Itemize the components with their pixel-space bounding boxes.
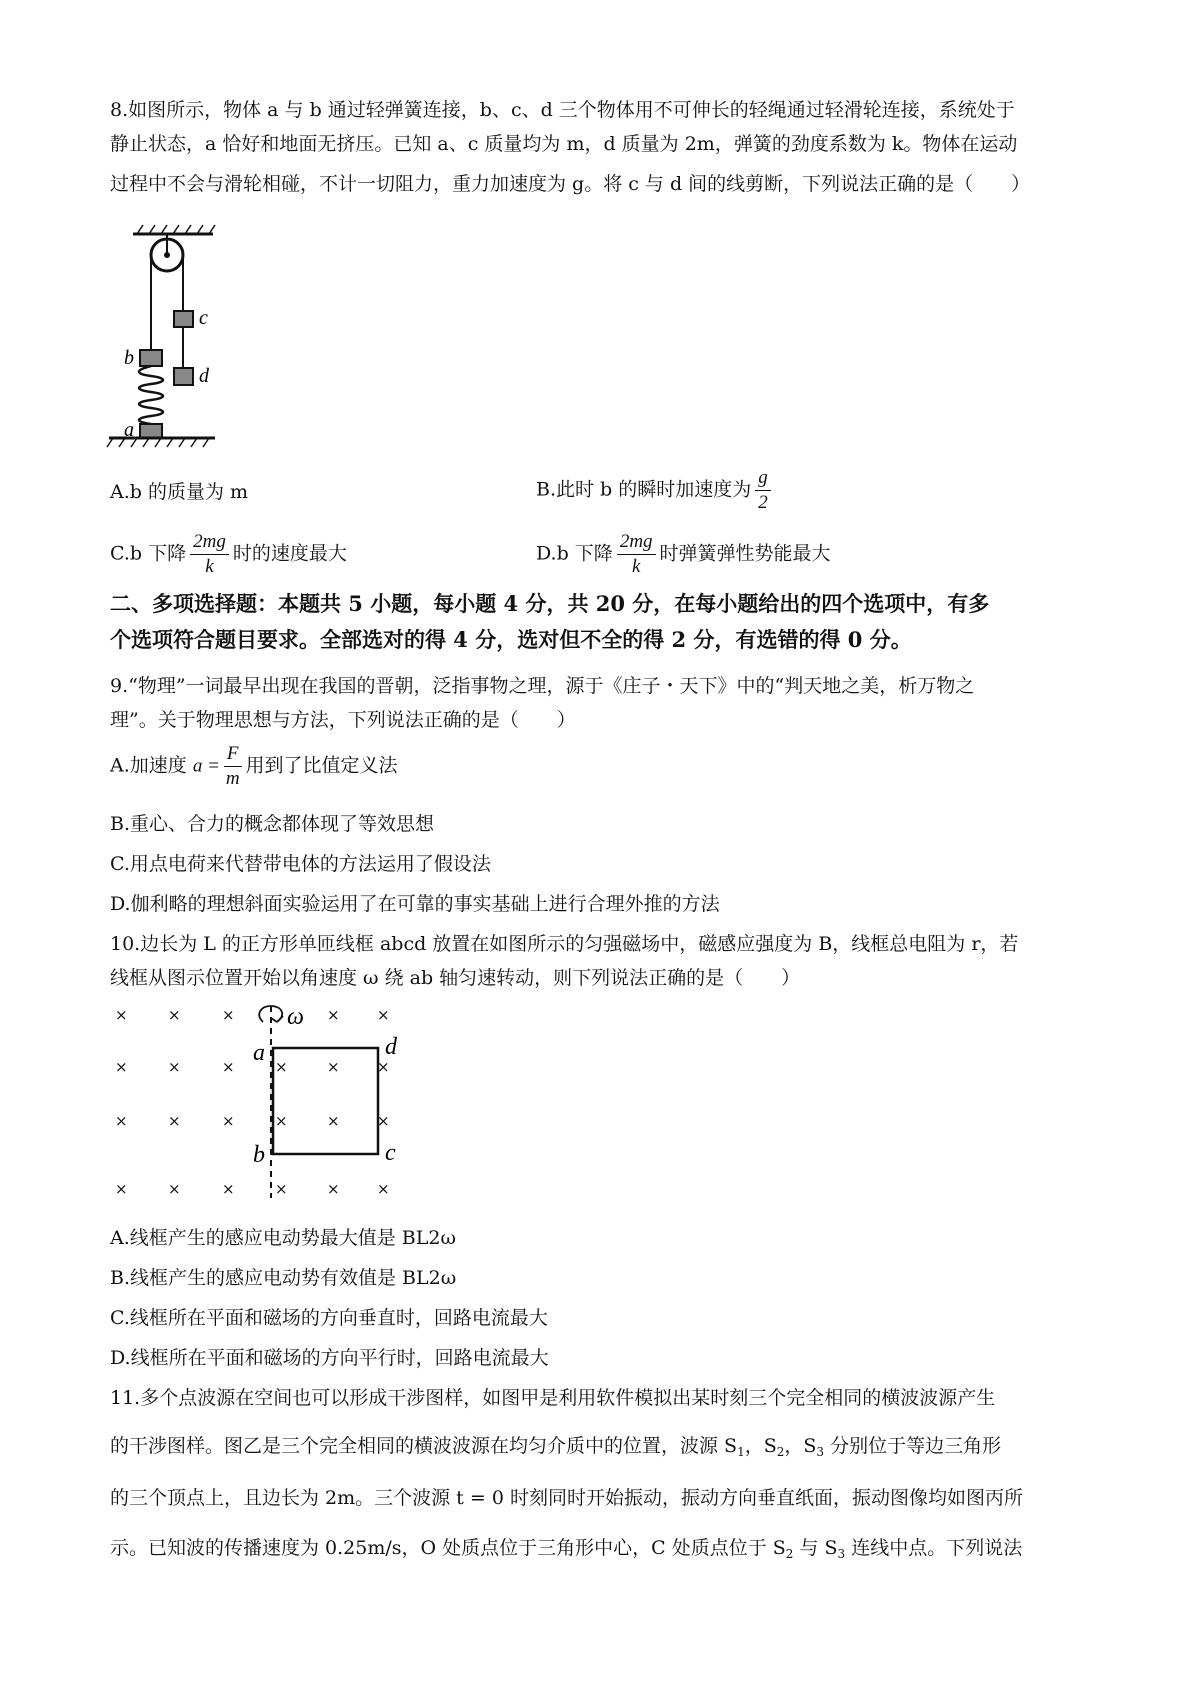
- q8-option-b-text: B.此时 b 的瞬时加速度为: [536, 478, 752, 501]
- q8-option-c-text: C.b 下降: [110, 542, 187, 565]
- cross-mark: ×: [168, 1006, 181, 1024]
- q10-label-b: b: [253, 1142, 265, 1168]
- q8-label-c: c: [199, 307, 208, 329]
- q10-label-a: a: [253, 1040, 265, 1066]
- q9-option-a-fraction: $\frac{F}{m}$: [225, 743, 240, 789]
- cross-mark: ×: [115, 1180, 128, 1198]
- q8-stem-line-3: 过程中不会与滑轮相碰，不计一切阻力，重力加速度为 g。将 c 与 d 间的线剪断，下列说法正确的是（ ）: [110, 173, 1031, 195]
- q8-option-b: [536, 466, 775, 515]
- q10-label-c: c: [385, 1140, 396, 1166]
- cross-mark: ×: [222, 1180, 235, 1198]
- q8-stem-line-2: 静止状态，a 恰好和地面无挤压。已知 a、c 质量均为 m，d 质量为 2m，弹簧的劲度系数为 k。物体在运动: [110, 133, 1018, 155]
- cross-mark: ×: [327, 1180, 340, 1198]
- q11-stem-line-1: 11.多个点波源在空间也可以形成干涉图样，如图甲是利用软件模拟出某时刻三个完全相同的横波波源产生: [110, 1387, 996, 1409]
- q8-label-d: d: [199, 365, 209, 387]
- cross-mark: ×: [327, 1058, 340, 1076]
- q9-option-d: D.伽利略的理想斜面实验运用了在可靠的事实基础上进行合理外推的方法: [110, 893, 720, 915]
- cross-mark: ×: [115, 1112, 128, 1130]
- q9-stem-line-2: 理”。关于物理思想与方法，下列说法正确的是（ ）: [110, 709, 576, 731]
- q10-magnetic-field-figure: [105, 998, 425, 1208]
- q10-option-b: B.线框产生的感应电动势有效值是 BL2ω: [110, 1267, 457, 1289]
- q10-field-crosses: [115, 1006, 390, 1198]
- cross-mark: ×: [168, 1112, 181, 1130]
- cross-mark: ×: [377, 1180, 390, 1198]
- q10-option-d: D.线框所在平面和磁场的方向平行时，回路电流最大: [110, 1347, 549, 1369]
- q8-option-d: D.b 下降 $\frac{2mg}{k}$ 时弹簧弹性势能最大: [536, 531, 831, 577]
- cross-mark: ×: [222, 1006, 235, 1024]
- q10-stem-line-2: 线框从图示位置开始以角速度 ω 绕 ab 轴匀速转动，则下列说法正确的是（ ）: [110, 967, 801, 989]
- q8-option-c-fraction: $\frac{2mg}{k}$: [190, 530, 229, 579]
- cross-mark: ×: [327, 1112, 340, 1130]
- q11-stem-line-3: 的三个顶点上，且边长为 2m。三个波源 t = 0 时刻同时开始振动，振动方向垂直纸面，振动图像均如图丙所: [110, 1487, 1023, 1509]
- q8-option-d-text: D.b 下降: [536, 542, 613, 565]
- cross-mark: ×: [377, 1006, 390, 1024]
- cross-mark: ×: [275, 1058, 288, 1076]
- q10-option-c: C.线框所在平面和磁场的方向垂直时，回路电流最大: [110, 1307, 548, 1329]
- cross-mark: ×: [327, 1006, 340, 1024]
- cross-mark: ×: [115, 1058, 128, 1076]
- q8-stem-line-1: 8.如图所示，物体 a 与 b 通过轻弹簧连接，b、c、d 三个物体用不可伸长的轻绳通过轻滑轮连接，系统处于: [110, 99, 1015, 121]
- cross-mark: ×: [222, 1058, 235, 1076]
- q10-omega-label: ω: [287, 1004, 304, 1030]
- q8-option-d-fraction: $\frac{2mg}{k}$: [617, 530, 656, 579]
- cross-mark: ×: [222, 1112, 235, 1130]
- q9-option-b: B.重心、合力的概念都体现了等效思想: [110, 813, 435, 835]
- q11-stem-line-4: 示。已知波的传播速度为 0.25m/s，O 处质点位于三角形中心，C 处质点位于 $S_2$ 与 $S_3$ 连线中点。下列说法: [110, 1537, 1023, 1561]
- q10-label-d: d: [385, 1034, 397, 1060]
- q10-stem-line-1: 10.边长为 L 的正方形单匝线框 abcd 放置在如图所示的匀强磁场中，磁感应强度为 B，线框总电阻为 r，若: [110, 933, 1019, 955]
- q9-option-a: A.加速度 a = $\frac{F}{m}$ 用到了比值定义法: [110, 743, 398, 789]
- q8-option-a: A.b 的质量为 m: [110, 481, 249, 503]
- cross-mark: ×: [115, 1006, 128, 1024]
- q8-pulley-spring-figure: [105, 222, 235, 452]
- cross-mark: ×: [275, 1112, 288, 1130]
- q10-option-a: A.线框产生的感应电动势最大值是 BL2ω: [110, 1227, 456, 1249]
- cross-mark: ×: [377, 1058, 390, 1076]
- q9-stem-line-1: 9.“物理”一词最早出现在我国的晋朝，泛指事物之理，源于《庄子・天下》中的“判天地之美，析万物之: [110, 675, 975, 697]
- cross-mark: ×: [168, 1180, 181, 1198]
- q11-stem-line-2: 的干涉图样。图乙是三个完全相同的横波波源在均匀介质中的位置，波源 $S_1$，$S_2$，$S_3$ 分别位于等边三角形: [110, 1435, 1002, 1459]
- q8-option-c: C.b 下降 $\frac{2mg}{k}$ 时的速度最大: [110, 531, 347, 577]
- cross-mark: ×: [275, 1180, 288, 1198]
- section-2-heading-line-1: 二、多项选择题：本题共 5 小题，每小题 4 分，共 20 分，在每小题给出的四个选项中，有多: [110, 591, 990, 616]
- q9-option-c: C.用点电荷来代替带电体的方法运用了假设法: [110, 853, 491, 875]
- section-2-heading-line-2: 个选项符合题目要求。全部选对的得 4 分，选对但不全的得 2 分，有选错的得 0 分。: [110, 627, 912, 652]
- q8-label-a: a: [124, 419, 134, 441]
- cross-mark: ×: [168, 1058, 181, 1076]
- q8-option-b-fraction: $\frac{g}{2}$: [755, 466, 771, 515]
- q8-label-b: b: [124, 347, 134, 369]
- cross-mark: ×: [377, 1112, 390, 1130]
